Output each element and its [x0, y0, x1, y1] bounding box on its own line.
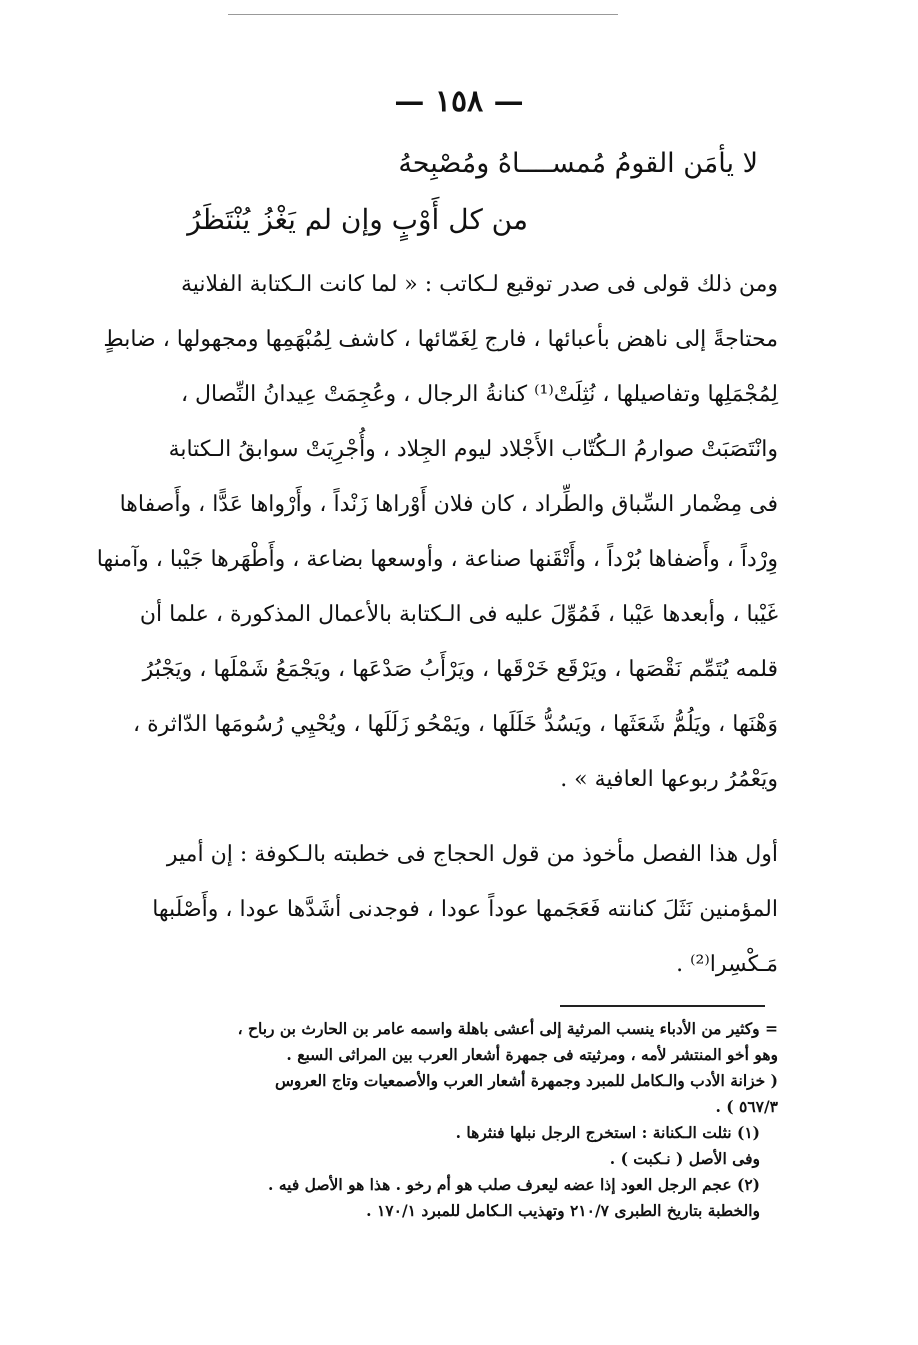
paragraph-line: قلمه يُتَمِّم نَقْصَها ، ويَرْقَع خَرْقَها ، ويَرْأَبُ صَدْعَها ، ويَجْمَعُ شَمْلَها ، ويَجْبُرُ — [142, 657, 778, 682]
paragraph-line: محتاجةً إلى ناهض بأعبائها ، فارج لِغَمّائها ، كاشف لِمُبْهَمِها ومجهولها ، ضابطٍ — [103, 327, 778, 352]
page-number: — ١٥٨ — — [394, 84, 524, 119]
paragraph-line: أول هذا الفصل مأخوذ من قول الحجاج فى خطبته بالـكوفة : إن أمير — [166, 842, 778, 867]
second-paragraph — [138, 827, 778, 992]
footnote-line: والخطبة بتاريخ الطبرى ٢١٠/٧ وتهذيب الـكامل للمبرد ١٧٠/١ . — [366, 1201, 760, 1220]
footnotes — [138, 1016, 778, 1224]
paragraph-line: وَهْنَها ، ويَلُمُّ شَعَثَها ، ويَسُدُّ خَلَلَها ، ويَمْحُو زَلَلَها ، ويُحْيِي رُسُومَها الدّاثرة ، — [133, 712, 778, 737]
paragraph-line: مَـكْسِرا⁽²⁾ . — [676, 952, 778, 977]
footnote-line: ٥٦٧/٣ ) . — [715, 1097, 778, 1116]
paragraph-line: ويَعْمُرُ ربوعها العافية » . — [560, 767, 778, 792]
paragraph-line: لِمُجْمَلِها وتفاصيلها ، نُثِلَتْ⁽¹⁾ كنانةُ الرجال ، وعُجِمَتْ عِيدانُ النِّصال ، — [180, 382, 778, 407]
paragraph-line: فى مِضْمار السِّباق والطِّراد ، كان فلان أَوْراها زَنْداً ، وأَرْواها عَدًّا ، وأَصفاها — [119, 492, 778, 517]
footnote-line: (٢) عجم الرجل العود إذا عضه ليعرف صلب هو أم رخو . هذا هو الأصل فيه . — [268, 1175, 760, 1194]
scan-edge-line — [228, 14, 618, 15]
paragraph-line: غَيْبا ، وأبعدها عَيْبا ، فَمُوِّلَ عليه فى الـكتابة بالأعمال المذكورة ، علما أن — [139, 602, 778, 627]
verse-line-1: لا يأمَن القومُ مُمســــاهُ ومُصْبِحهُ — [398, 148, 758, 179]
verse-line-2: من كل أَوْبٍ وإن لم يَغْزُ يُنْتَظَرُ — [187, 203, 528, 236]
paragraph-line: وِرْداً ، وأَضفاها بُرْداً ، وأَتْقَنها صناعة ، وأوسعها بضاعة ، وأَطْهَرها جَيْبا ، وآمنها — [96, 547, 778, 572]
footnote-line: وهو أخو المنتشر لأمه ، ومرثيته فى جمهرة أشعار العرب بين المراثى السبع . — [286, 1045, 778, 1064]
footnote-line: = وكثير من الأدباء ينسب المرثية إلى أعشى باهلة واسمه عامر بن الحارث بن رباح ، — [237, 1019, 778, 1038]
main-paragraph — [96, 257, 778, 807]
footnote-line: (١) نثلت الـكنانة : استخرج الرجل نبلها فنثرها . — [455, 1123, 760, 1142]
paragraph-line: المؤمنين نَثَلَ كنانته فَعَجَمها عوداً عودا ، فوجدنى أشَدَّها عودا ، وأَصْلَبها — [152, 897, 778, 922]
paragraph-line: وانْتَصَبَتْ صوارمُ الـكُتّاب الأَجْلاد ليوم الجِلاد ، وأُجْرِيَتْ سوابقُ الـكتابة — [168, 437, 778, 462]
footnote-line: وفى الأصل ( نـكبت ) . — [609, 1149, 760, 1168]
paragraph-line: ومن ذلك قولى فى صدر توقيع لـكاتب : « لما كانت الـكتابة الفلانية — [180, 272, 778, 297]
footnote-line: ( خزانة الأدب والـكامل للمبرد وجمهرة أشعار العرب والأصمعيات وتاج العروس — [274, 1071, 778, 1090]
footnote-separator — [560, 1005, 765, 1007]
